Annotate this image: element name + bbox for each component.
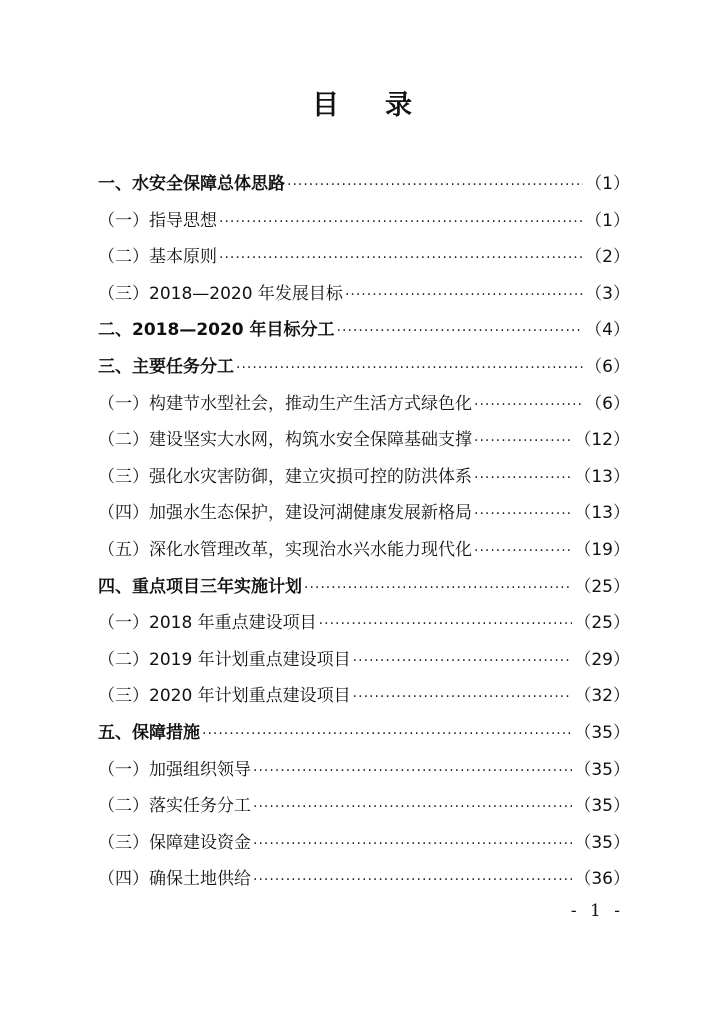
toc-entry-label: 五、保障措施 [98,722,200,743]
toc-entry[interactable] [98,203,630,240]
toc-entry-page: （19） [574,539,630,560]
toc-leader-dots [353,679,573,715]
toc-entry[interactable] [98,752,630,789]
toc-entry-page: （1） [585,210,630,231]
toc-entry-page: （12） [574,430,630,451]
toc-entry[interactable] [98,276,630,313]
toc-entry-page: （3） [585,283,630,304]
toc-leader-dots [202,716,572,752]
toc-entry[interactable] [98,422,630,459]
toc-entry-page: （35） [574,832,630,853]
toc-entry[interactable] [98,569,630,606]
page-number: - 1 - [570,901,624,921]
toc-entry[interactable] [98,166,630,203]
toc-entry[interactable] [98,788,630,825]
toc-leader-dots [287,167,583,203]
toc-leader-dots [253,826,572,862]
table-of-contents [98,166,630,898]
toc-entry[interactable] [98,386,630,423]
toc-entry[interactable] [98,459,630,496]
toc-leader-dots [474,423,572,459]
toc-entry-label: （三）2018—2020 年发展目标 [98,283,343,304]
toc-entry-label: （二）落实任务分工 [98,796,251,817]
toc-leader-dots [219,240,583,276]
toc-leader-dots [304,570,572,606]
toc-leader-dots [474,533,572,569]
toc-leader-dots [236,350,583,386]
toc-leader-dots [253,753,572,789]
toc-entry[interactable] [98,678,630,715]
toc-entry-label: （二）建设坚实大水网，构筑水安全保障基础支撑 [98,430,472,451]
toc-entry-page: （35） [574,722,630,743]
toc-entry-page: （6） [585,393,630,414]
toc-entry-label: 四、重点项目三年实施计划 [98,576,302,597]
toc-leader-dots [474,496,572,532]
toc-entry[interactable] [98,532,630,569]
toc-entry-label: 二、2018—2020 年目标分工 [98,320,335,341]
toc-entry[interactable] [98,715,630,752]
toc-entry[interactable] [98,642,630,679]
toc-entry-label: （四）确保土地供给 [98,869,251,890]
toc-entry-page: （36） [574,869,630,890]
toc-entry-page: （35） [574,796,630,817]
toc-leader-dots [337,313,584,349]
toc-leader-dots [345,277,583,313]
page-title: 目录 [312,90,458,121]
toc-entry-label: （三）强化水灾害防御，建立灾损可控的防洪体系 [98,466,472,487]
toc-entry-page: （4） [585,320,630,341]
toc-leader-dots [253,789,572,825]
toc-leader-dots [319,606,573,642]
toc-entry-label: （二）2019 年计划重点建设项目 [98,649,351,670]
toc-leader-dots [253,862,572,898]
toc-entry-label: 一、水安全保障总体思路 [98,174,285,194]
toc-entry-page: （13） [574,503,630,524]
toc-entry[interactable] [98,825,630,862]
toc-leader-dots [219,204,583,240]
toc-leader-dots [353,643,573,679]
toc-entry[interactable] [98,312,630,349]
toc-leader-dots [474,387,583,423]
toc-entry-page: （2） [585,247,630,268]
toc-entry-label: （一）加强组织领导 [98,759,251,780]
toc-entry-page: （35） [574,759,630,780]
toc-entry[interactable] [98,349,630,386]
toc-entry-label: （三）2020 年计划重点建设项目 [98,686,351,707]
toc-entry-page: （1） [585,174,630,194]
toc-entry-label: （五）深化水管理改革，实现治水兴水能力现代化 [98,539,472,560]
toc-entry-label: （四）加强水生态保护，建设河湖健康发展新格局 [98,503,472,524]
toc-entry[interactable] [98,861,630,898]
toc-entry-label: 三、主要任务分工 [98,356,234,377]
toc-entry-page: （13） [574,466,630,487]
toc-entry-page: （6） [585,356,630,377]
toc-entry-page: （25） [574,576,630,597]
toc-entry-page: （29） [574,649,630,670]
toc-entry[interactable] [98,239,630,276]
toc-entry-label: （一）2018 年重点建设项目 [98,613,317,634]
toc-entry-label: （三）保障建设资金 [98,832,251,853]
toc-entry-label: （二）基本原则 [98,247,217,268]
toc-leader-dots [474,460,572,496]
toc-entry-label: （一）构建节水型社会，推动生产生活方式绿色化 [98,393,472,414]
toc-entry-page: （32） [574,686,630,707]
toc-entry[interactable] [98,495,630,532]
toc-entry-page: （25） [574,613,630,634]
toc-entry-label: （一）指导思想 [98,210,217,231]
toc-entry[interactable] [98,605,630,642]
